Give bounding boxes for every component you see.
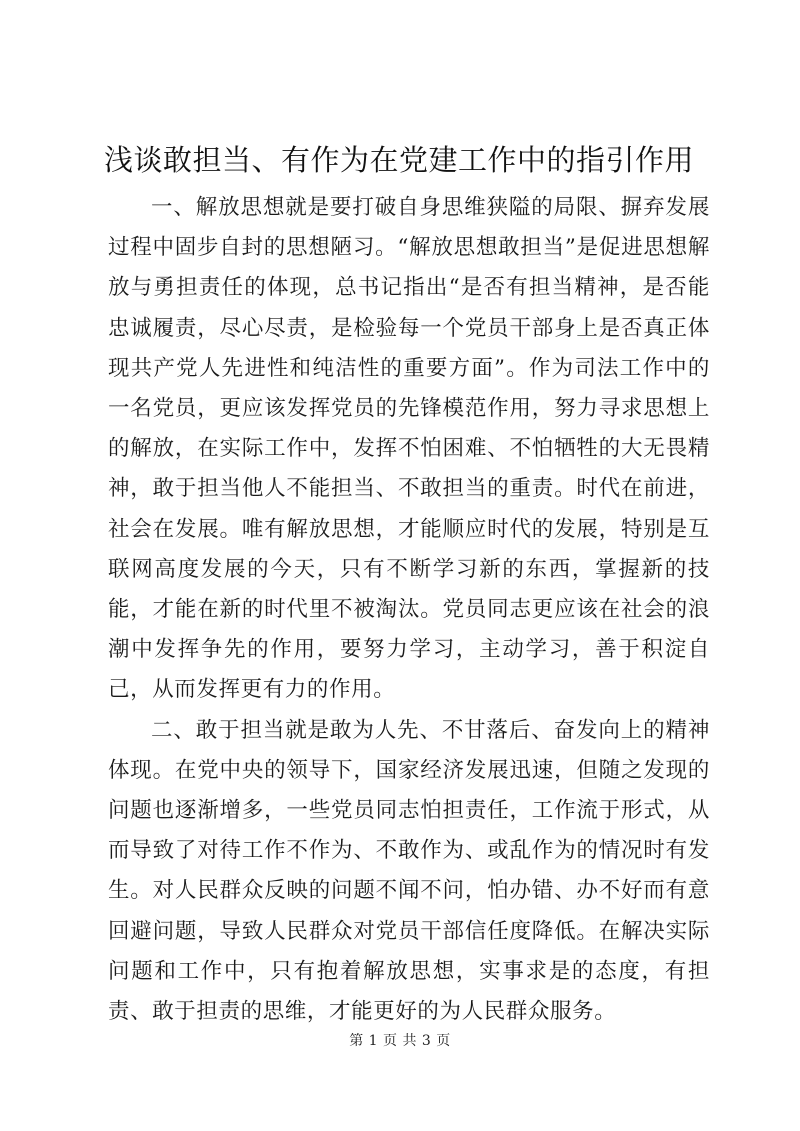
document-body [108,188,710,1032]
paragraph-1: 一、解放思想就是要打破自身思维狭隘的局限、摒弃发展过程中固步自封的思想陋习。“解放思想敢担当”是促进思想解放与勇担责任的体现，总书记指出“是否有担当精神，是否能忠诚履责，尽心尽责，是检验每一个党员干部身上是否真正体现共产党人先进性和纯洁性的重要方面”。作为司法工作中的一名党员，更应该发挥党员的先锋模范作用，努力寻求思想上的解放，在实际工作中，发挥不怕困难、不怕牺牲的大无畏精神，敢于担当他人不能担当、不敢担当的重责。时代在前进，社会在发展。唯有解放思想，才能顺应时代的发展，特别是互联网高度发展的今天，只有不断学习新的东西，掌握新的技能，才能在新的时代里不被淘汰。党员同志更应该在社会的浪潮中发挥争先的作用，要努力学习，主动学习，善于积淀自己，从而发挥更有力的作用。 [108,195,710,703]
page-footer: 第 1 页 共 3 页 [349,1033,451,1049]
document-title: 浅谈敢担当、有作为在党建工作中的指引作用 [104,143,695,177]
paragraph-2: 二、敢于担当就是敢为人先、不甘落后、奋发向上的精神体现。在党中央的领导下，国家经济发展迅速，但随之发现的问题也逐渐增多，一些党员同志怕担责任，工作流于形式，从而导致了对待工作不作为、不敢作为、或乱作为的情况时有发生。对人民群众反映的问题不闻不问，怕办错、办不好而有意回避问题，导致人民群众对党员干部信任度降低。在解决实际问题和工作中，只有抱着解放思想，实事求是的态度，有担责、敢于担责的思维，才能更好的为人民群众服务。 [108,717,710,1025]
